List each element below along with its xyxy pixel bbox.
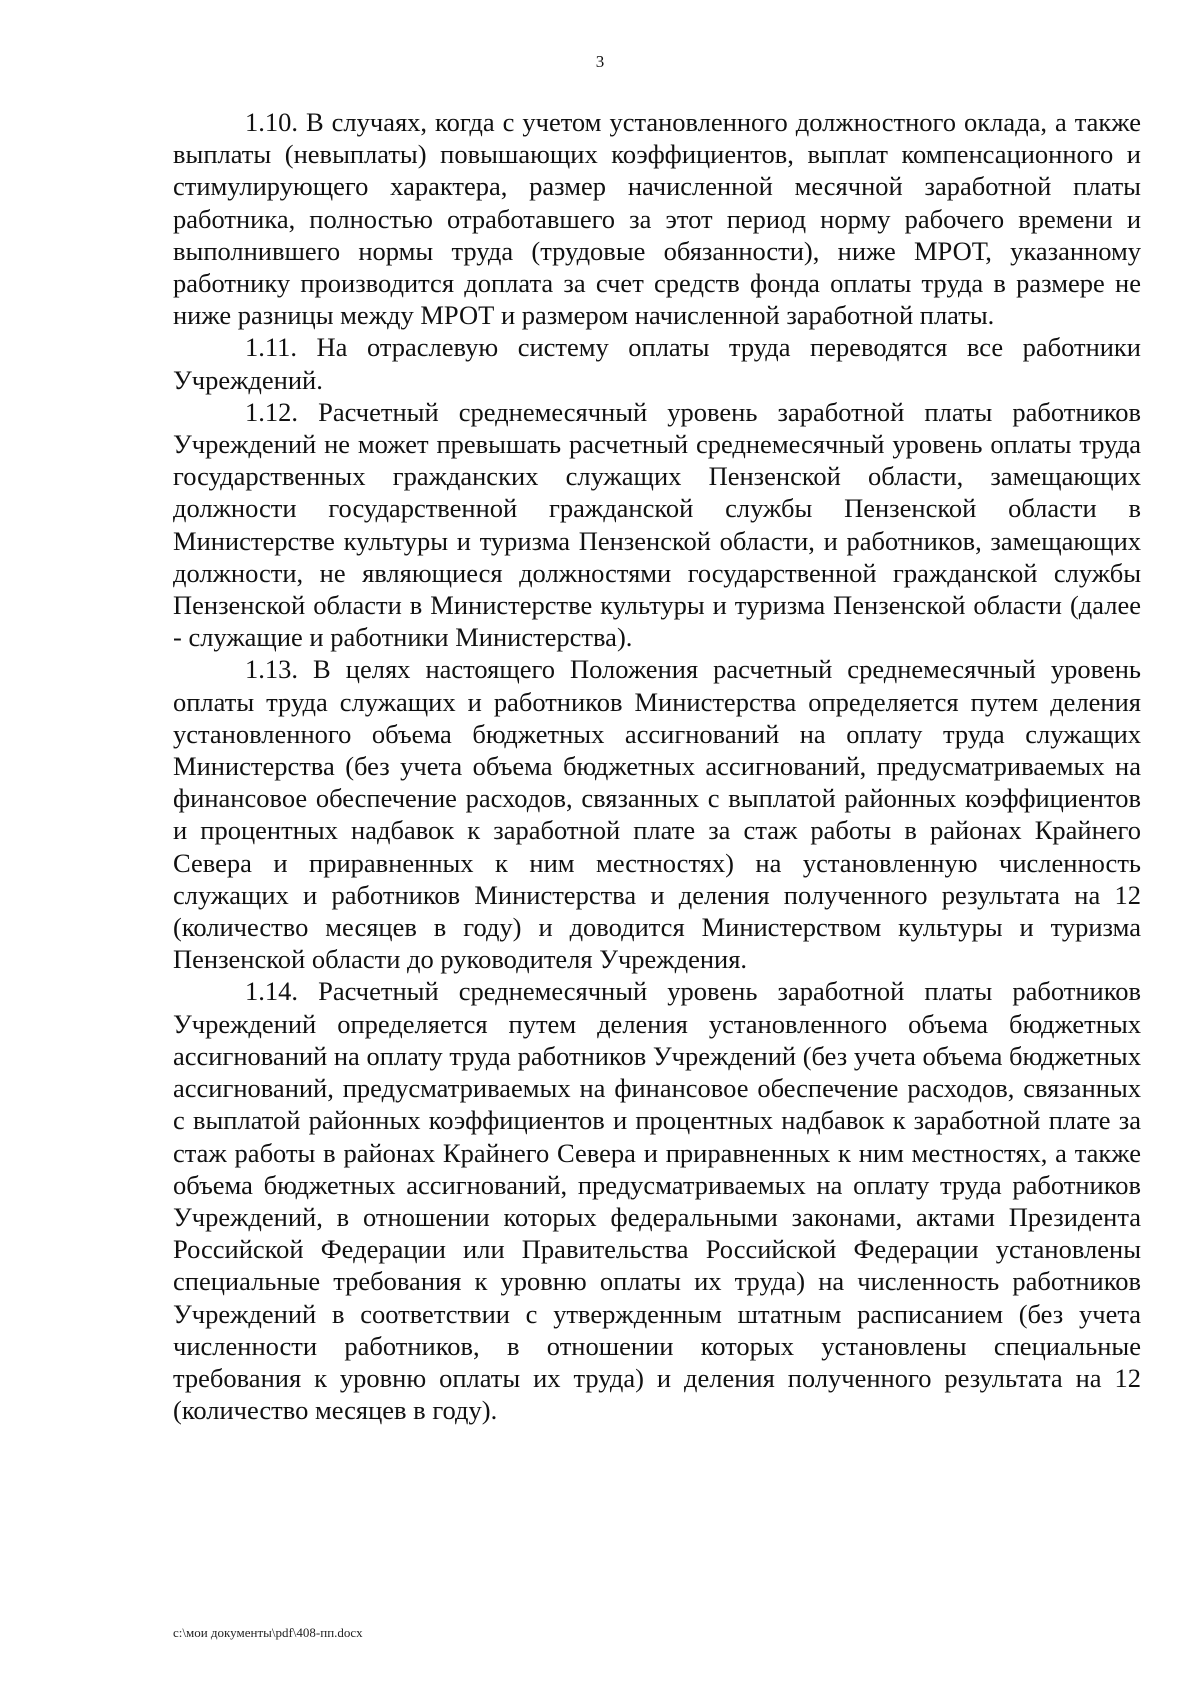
footer-file-path: c:\мои документы\pdf\408-пп.docx — [173, 1625, 363, 1640]
paragraph-1-13: 1.13. В целях настоящего Положения расчетный среднемесячный уровень оплаты труда служащих и работников Министерства определяется путем деления установленного объема бюджетных ассигнований на оплату труда служащих Министерства (без учета объема бюджетных ассигнований, предусматриваемых на финансовое обеспечение расходов, связанных с выплатой районных коэффициентов и процентных надбавок к заработной плате за стаж работы в районах Крайнего Севера и приравненных к ним местностях) на установленную численность служащих и работников Министерства и деления полученного результата на 12 (количество месяцев в году) и доводится Министерством культуры и туризма Пензенской области до руководителя Учреждения. — [173, 654, 1141, 975]
paragraph-1-10: 1.10. В случаях, когда с учетом установленного должностного оклада, а также выплаты (невыплаты) повышающих коэффициентов, выплат компенсационного и стимулирующего характера, размер начисленной месячной заработной платы работника, полностью отработавшего за этот период норму рабочего времени и выполнившего нормы труда (трудовые обязанности), ниже МРОТ, указанному работнику производится доплата за счет средств фонда оплаты труда в размере не ниже разницы между МРОТ и размером начисленной заработной платы. — [173, 107, 1141, 331]
paragraph-1-14: 1.14. Расчетный среднемесячный уровень заработной платы работников Учреждений определяется путем деления установленного объема бюджетных ассигнований на оплату труда работников Учреждений (без учета объема бюджетных ассигнований, предусматриваемых на финансовое обеспечение расходов, связанных с выплатой районных коэффициентов и процентных надбавок к заработной плате за стаж работы в районах Крайнего Севера и приравненных к ним местностях, а также объема бюджетных ассигнований, предусматриваемых на оплату труда работников Учреждений, в отношении которых федеральными законами, актами Президента Российской Федерации или Правительства Российской Федерации установлены специальные требования к уровню оплаты их труда) на численность работников Учреждений в соответствии с утвержденным штатным расписанием (без учета численности работников, в отношении которых установлены специальные требования к уровню оплаты их труда) и деления полученного результата на 12 (количество месяцев в году). — [173, 976, 1141, 1426]
paragraph-1-12: 1.12. Расчетный среднемесячный уровень заработной платы работников Учреждений не может превышать расчетный среднемесячный уровень оплаты труда государственных гражданских служащих Пензенской области, замещающих должности государственной гражданской службы Пензенской области в Министерстве культуры и туризма Пензенской области, и работников, замещающих должности, не являющиеся должностями государственной гражданской службы Пензенской области в Министерстве культуры и туризма Пензенской области (далее - служащие и работники Министерства). — [173, 396, 1141, 653]
paragraph-1-11: 1.11. На отраслевую систему оплаты труда переводятся все работники Учреждений. — [173, 332, 1141, 395]
document-body — [173, 106, 1141, 1426]
page-number: 3 — [595, 52, 605, 71]
